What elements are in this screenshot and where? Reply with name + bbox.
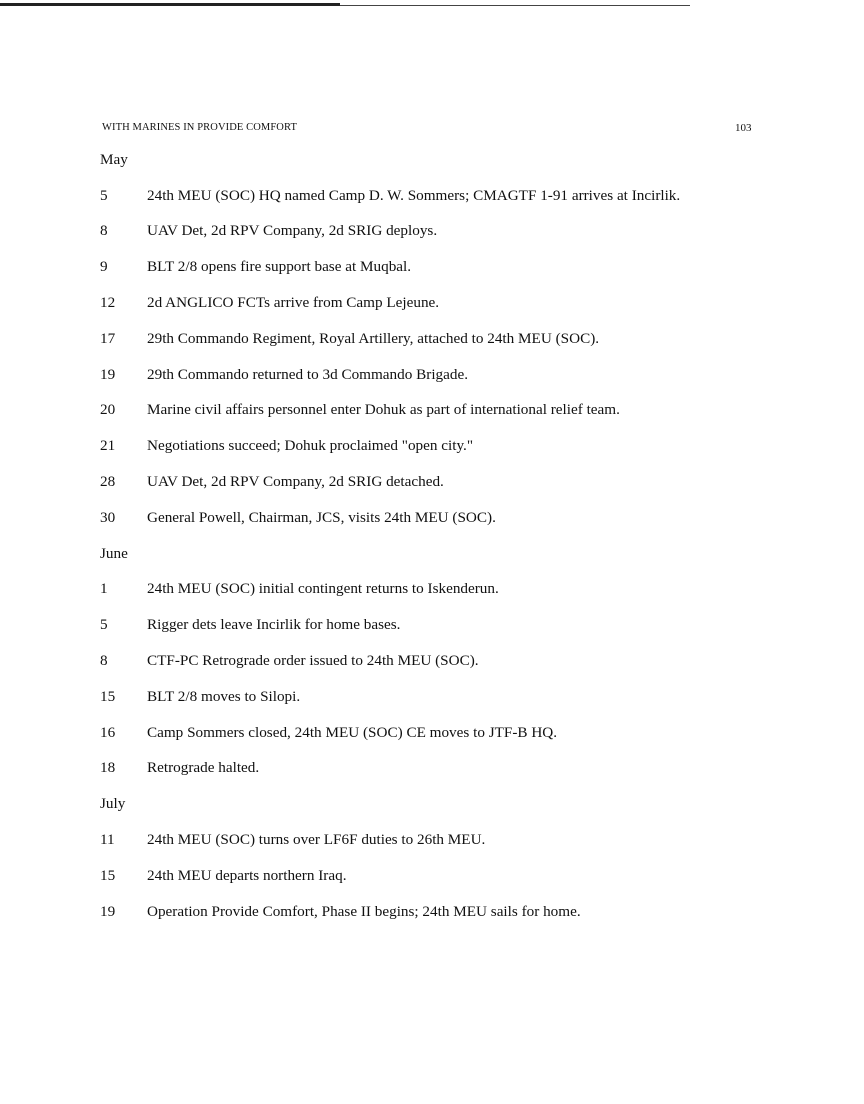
chronology-entry: [100, 715, 780, 751]
chronology-entry: [100, 428, 780, 464]
chronology-entry: [100, 214, 780, 250]
chronology-entry: [100, 679, 780, 715]
entry-day: 15: [100, 687, 116, 705]
entry-day: 12: [100, 294, 116, 312]
month-heading: June: [100, 544, 128, 562]
chronology-entry: [100, 643, 780, 679]
entry-text: 24th MEU (SOC) HQ named Camp D. W. Sommers; CMAGTF 1-91 arrives at Incirlik.: [147, 186, 681, 204]
chronology-entry: [100, 393, 780, 429]
chronology-entry: [100, 822, 780, 858]
chronology-entry: [100, 178, 780, 214]
entry-text: Operation Provide Comfort, Phase II begins; 24th MEU sails for home.: [147, 902, 581, 920]
chronology-entry: [100, 357, 780, 393]
entry-day: 8: [100, 652, 108, 670]
entry-text: Camp Sommers closed, 24th MEU (SOC) CE moves to JTF-B HQ.: [147, 723, 558, 741]
top-rule-thick: [0, 3, 340, 6]
month-heading: July: [100, 795, 126, 813]
entry-day: 21: [100, 437, 116, 455]
chronology-entry: [100, 321, 780, 357]
entry-text: BLT 2/8 opens fire support base at Muqbal.: [147, 258, 412, 276]
entry-text: 24th MEU departs northern Iraq.: [147, 866, 347, 884]
chronology: [100, 142, 780, 930]
entry-text: Rigger dets leave Incirlik for home bases.: [147, 616, 401, 634]
entry-day: 11: [100, 831, 115, 849]
entry-day: 1: [100, 580, 108, 598]
entry-text: BLT 2/8 moves to Silopi.: [147, 687, 301, 705]
entry-text: UAV Det, 2d RPV Company, 2d SRIG detached.: [147, 473, 444, 491]
entry-day: 19: [100, 365, 116, 383]
entry-day: 28: [100, 473, 116, 491]
chronology-entry: [100, 500, 780, 536]
chronology-entry: [100, 249, 780, 285]
entry-text: 2d ANGLICO FCTs arrive from Camp Lejeune.: [147, 294, 440, 312]
entry-text: Retrograde halted.: [147, 759, 260, 777]
entry-day: 9: [100, 258, 108, 276]
chronology-entry: [100, 464, 780, 500]
chronology-entry: [100, 858, 780, 894]
page-number: 103: [735, 122, 752, 134]
chronology-entry: [100, 572, 780, 608]
entry-day: 18: [100, 759, 116, 777]
entry-day: 16: [100, 723, 116, 741]
running-head: WITH MARINES IN PROVIDE COMFORT: [102, 122, 297, 133]
entry-text: 24th MEU (SOC) initial contingent returns to Iskenderun.: [147, 580, 499, 598]
entry-text: CTF-PC Retrograde order issued to 24th MEU (SOC).: [147, 652, 479, 670]
entry-day: 17: [100, 329, 116, 347]
entry-day: 5: [100, 186, 108, 204]
entry-day: 19: [100, 902, 116, 920]
entry-text: 24th MEU (SOC) turns over LF6F duties to 26th MEU.: [147, 831, 486, 849]
entry-day: 8: [100, 222, 108, 240]
chronology-entry: [100, 607, 780, 643]
entry-text: Negotiations succeed; Dohuk proclaimed "open city.": [147, 437, 474, 455]
entry-text: 29th Commando Regiment, Royal Artillery, attached to 24th MEU (SOC).: [147, 329, 600, 347]
entry-day: 5: [100, 616, 108, 634]
entry-text: UAV Det, 2d RPV Company, 2d SRIG deploys.: [147, 222, 438, 240]
chronology-entry: [100, 751, 780, 787]
chronology-entry: [100, 285, 780, 321]
month-heading: May: [100, 150, 128, 168]
chronology-entry: [100, 894, 780, 930]
top-rule-thin: [340, 5, 690, 6]
entry-text: 29th Commando returned to 3d Commando Brigade.: [147, 365, 468, 383]
entry-day: 20: [100, 401, 116, 419]
entry-day: 15: [100, 866, 116, 884]
entry-text: General Powell, Chairman, JCS, visits 24th MEU (SOC).: [147, 508, 496, 526]
entry-text: Marine civil affairs personnel enter Dohuk as part of international relief team.: [147, 401, 620, 419]
entry-day: 30: [100, 508, 116, 526]
